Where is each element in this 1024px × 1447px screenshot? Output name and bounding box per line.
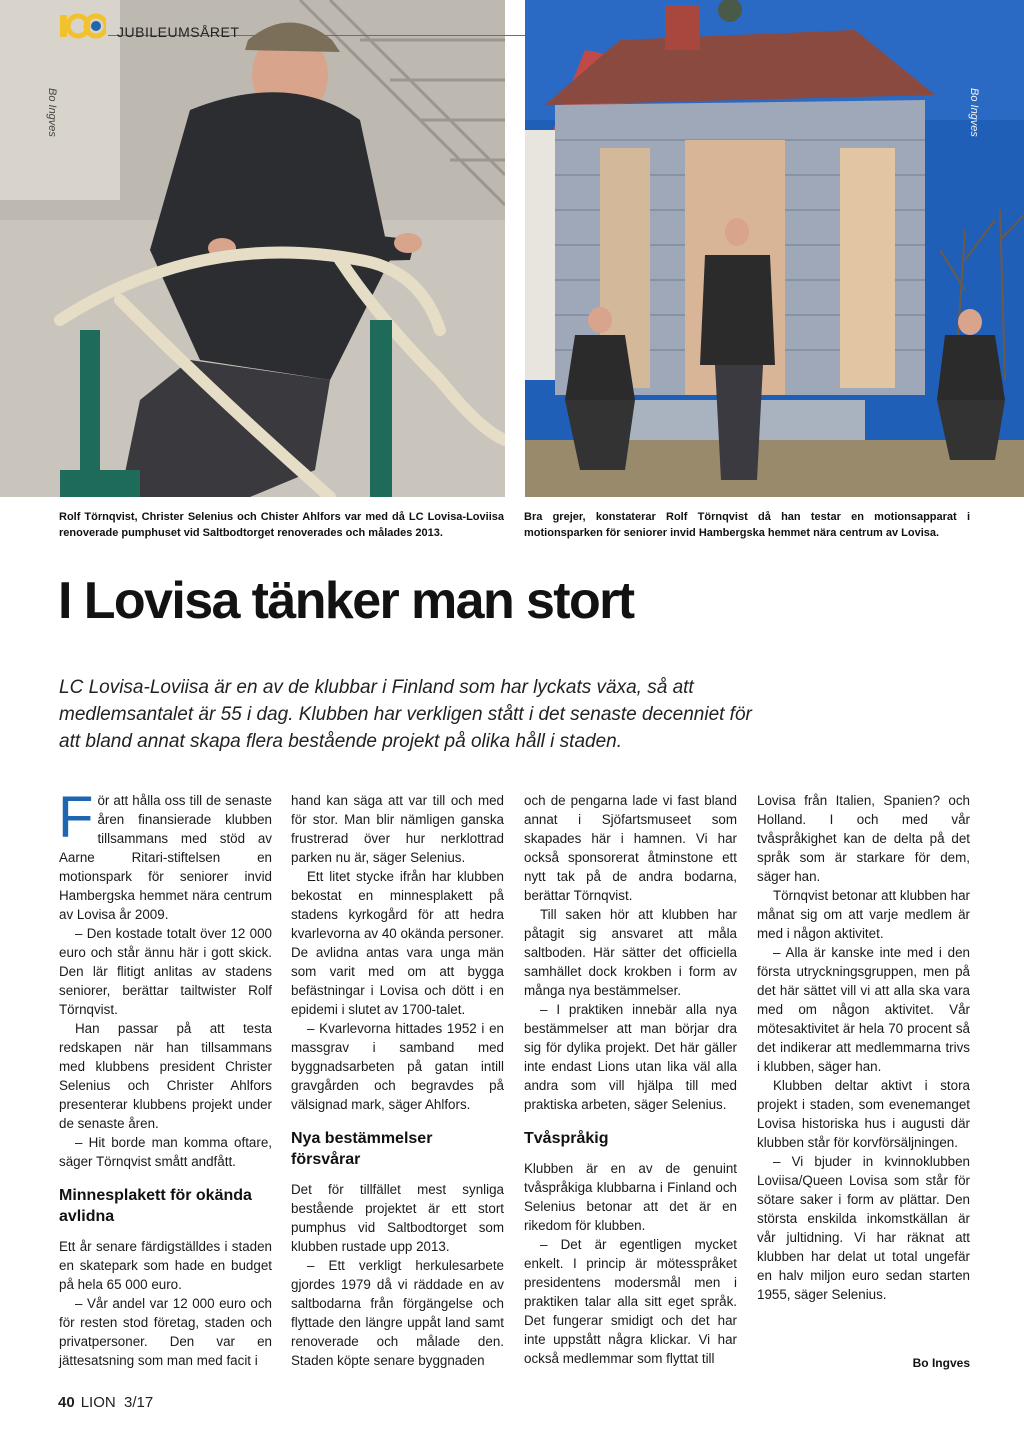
- paragraph: hand kan säga att var till och med för stor. Man blir nämligen ganska frustrerad över hur nerklottrad parken nu är, säger Selenius.: [291, 793, 504, 865]
- photo-credit-left: Bo Ingves: [46, 88, 58, 137]
- paragraph-text: ör att hålla oss till de senaste åren finansierade klubben tillsammans med stöd av Aarne Ritari-stiftelsen en motionspark för seniorer invid Hambergska hemmet nära centrum av Lovisa år 2009.: [59, 793, 272, 922]
- paragraph: Ett litet stycke ifrån har klubben bekostat en minnesplakett på stadens kyrkogård för att hedra kvarlevorna av 40 okända personer. De avlidna antas vara unga män som varit med om att bygga befästningar i Lovisa och dött i en epidemi i slutet av 1700-talet.: [291, 869, 504, 1017]
- paragraph: – Vår andel var 12 000 euro och för resten stod företag, staden och privatpersoner. Den var en jättesatsning som man med facit i: [59, 1296, 272, 1368]
- magazine-name: LION: [80, 1394, 116, 1411]
- paragraph: – Ett verkligt herkulesarbete gjordes 1979 då vi räddade en av saltbodarna från förgängelse och flyttade den längre uppåt land samt renoverade och målade den. Staden köpte senare byggnaden: [291, 1258, 504, 1368]
- issue-number: 3/17: [124, 1394, 154, 1411]
- paragraph: – Den kostade totalt över 12 000 euro och står ännu här i gott skick. Den lär flitigt anlitas av stadens seniorer, berättar tailtwister Rolf Törnqvist.: [59, 926, 272, 1017]
- paragraph: Han passar på att testa redskapen när han tillsammans med klubbens president Christer Selenius och Christer Ahlfors presenterar klubbens projekt under de senaste åren.: [59, 1021, 272, 1131]
- paragraph: Ett år senare färdigställdes i staden en skatepark som hade en budget på hela 65 000 euro.: [59, 1239, 272, 1292]
- photo-pump-house: [525, 0, 1024, 497]
- caption-left: Rolf Törnqvist, Christer Selenius och Chister Ahlfors var med då LC Lovisa-Loviisa renoverade pumphuset vid Saltbodtorget renoverades och målades 2013.: [59, 511, 504, 539]
- subheading: Minnesplakett för okända avlidna: [59, 1187, 252, 1225]
- paragraph: Klubben deltar aktivt i stora projekt i staden, som evenemanget Lovisa historiska hus i augusti där klubben står för korvförsäljningen.: [757, 1078, 970, 1150]
- paragraph: – I praktiken innebär alla nya bestämmelser att man börjar dra sig för dylika projekt. Det här gäller inte endast Lions utan lika väl alla andra som vill hjälpa till med praktiska arbeten, säger Selenius.: [524, 1002, 737, 1112]
- article-column-3: [524, 791, 737, 1368]
- paragraph: Till saken hör att klubben har påtagit sig ansvaret att måla saltboden. Här sätter det officiella samhället dock krokben i form av många nya bestämmelser.: [524, 907, 737, 998]
- page-number: 40: [58, 1394, 75, 1411]
- paragraph: – Vi bjuder in kvinnoklubben Loviisa/Queen Lovisa som står för sötare saker i form av plättar. Den största enskilda inkomstkällan är vår jultidning. Vi har räknat att klubben har delat ut total ungefär en halv miljon euro sedan starten 1955, säger Selenius.: [757, 1154, 970, 1302]
- photo-left: [0, 0, 505, 497]
- article-lead: LC Lovisa-Loviisa är en av de klubbar i Finland som har lyckats växa, så att medlemsantalet är 55 i dag. Klubben har verkligen stått i det senaste decenniet för att bland annat skapa flera bestående projekt på olika håll i staden.: [59, 677, 752, 752]
- subheading: Nya bestämmelser försvårar: [291, 1130, 433, 1168]
- paragraph: Törnqvist betonar att klubben har månat sig om att varje medlem är med i någon aktivitet.: [757, 888, 970, 941]
- section-label: JUBILEUMSÅRET: [117, 24, 240, 40]
- paragraph: – Alla är kanske inte med i den första utryckningsgruppen, men på det här sättet vill vi att alla ska vara med om någon aktivitet. Vår mötesaktivitet är hela 70 procent så det indikerar att medlemmarna trivs i klubben, säger han.: [757, 945, 970, 1074]
- caption-right: Bra grejer, konstaterar Rolf Törnqvist då han testar en motionsapparat i motionsparken för seniorer invid Hambergska hemmet nära centrum av Lovisa.: [524, 511, 970, 539]
- paragraph: Det för tillfället mest synliga bestående projektet är ett stort pumphus vid Saltbodtorget som klubben rustade upp 2013.: [291, 1182, 504, 1254]
- paragraph: och de pengarna lade vi fast bland annat i Sjöfartsmuseet som skapades här i hamnen. Vi har också sponsorerat åtminstone ett nytt tak på de andra bodarna, berättar Törnqvist.: [524, 793, 737, 903]
- photo-exercise-machine: [0, 0, 505, 497]
- paragraph: Lovisa från Italien, Spanien? och Holland. I och med vår tvåspråkighet kan de delta på det språk som är starkare för dem, säger han.: [757, 793, 970, 884]
- photo-credit-right: Bo Ingves: [968, 88, 980, 137]
- paragraph: – Hit borde man komma oftare, säger Törnqvist smått andfått.: [59, 1135, 272, 1169]
- paragraph: – Det är egentligen mycket enkelt. I princip är mötesspråket presidentens modersmål men i praktiken talar alla sitt eget språk. Det fungerar smidigt och det har inte uppstått några klickar. Vi har också medlemmar som flyttat till: [524, 1237, 737, 1366]
- article-column-1: [58, 785, 272, 1370]
- paragraph: Klubben är en av de genuint tvåspråkiga klubbarna i Finland och Selenius betonar att det är en rikedom för klubben.: [524, 1161, 737, 1233]
- photo-right: [525, 0, 1024, 497]
- drop-cap: F: [58, 785, 94, 850]
- paragraph: [58, 785, 272, 924]
- byline: Bo Ingves: [912, 1356, 970, 1370]
- article-title: I Lovisa tänker man stort: [58, 572, 634, 630]
- page-footer: [58, 1394, 153, 1411]
- subheading: Tvåspråkig: [524, 1130, 609, 1147]
- paragraph: – Kvarlevorna hittades 1952 i en massgrav i samband med byggnadsarbeten på gatan intill gravgården och begravdes på välsignad mark, säger Ahlfors.: [291, 1021, 504, 1112]
- article-column-4: [757, 791, 970, 1304]
- jubilee-logo-icon: [60, 12, 106, 42]
- article-column-2: [291, 791, 504, 1370]
